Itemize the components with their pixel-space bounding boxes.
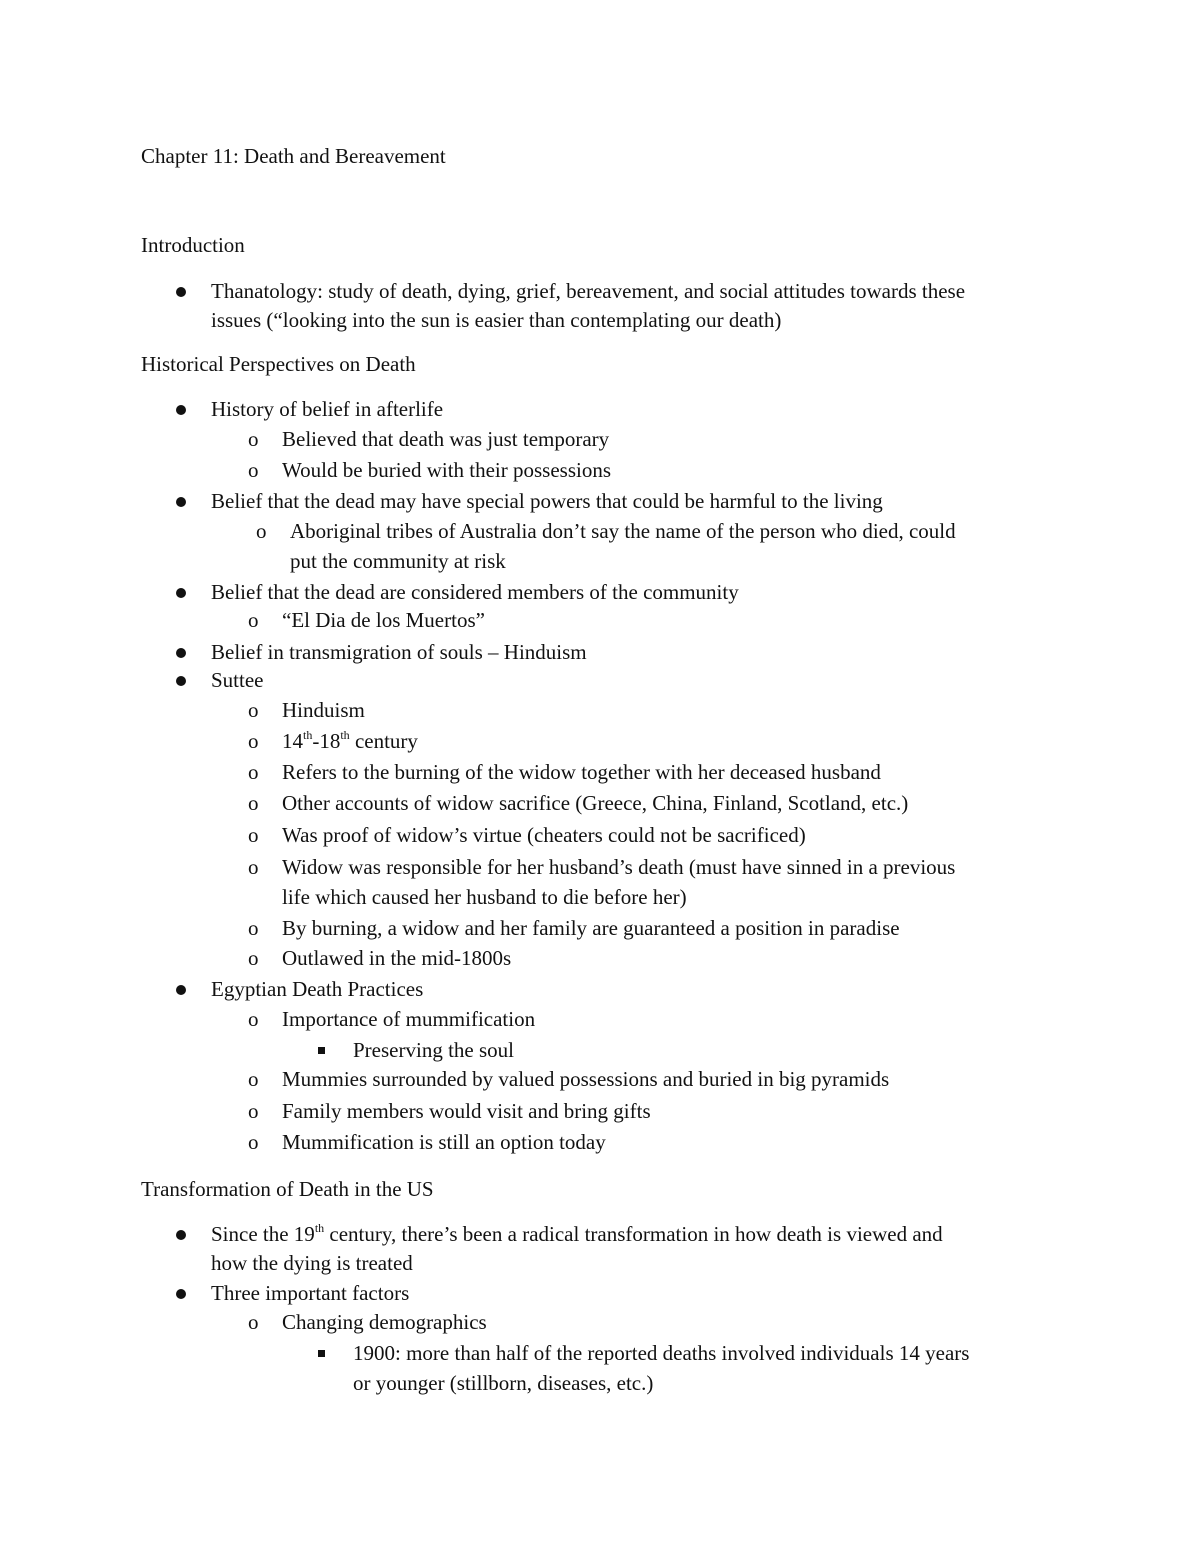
bullet-marker (176, 1278, 186, 1308)
sub-list-item: Family members would visit and bring gifts (282, 1099, 651, 1123)
list-item: Belief that the dead may have special powers that could be harmful to the living (211, 489, 883, 513)
bullet-marker (176, 486, 186, 516)
sub-list-item: Mummies surrounded by valued possessions and buried in big pyramids (282, 1067, 890, 1091)
sub-bullet-marker: o (248, 791, 259, 815)
list-item: Egyptian Death Practices (211, 977, 424, 1001)
bullet-marker (176, 974, 186, 1004)
section-heading-historical: Historical Perspectives on Death (141, 352, 416, 376)
bullet-marker (176, 394, 186, 424)
bullet-marker (176, 276, 186, 306)
sub-bullet-marker: o (248, 946, 259, 970)
sub-list-item-continuation: put the community at risk (290, 549, 506, 573)
list-item: Since the 19th century, there’s been a radical transformation in how death is viewed and (211, 1221, 943, 1246)
sub-list-item: 14th-18th century (282, 728, 418, 753)
sub-list-item: Aboriginal tribes of Australia don’t say the name of the person who died, could (290, 519, 956, 543)
sub-list-item: Changing demographics (282, 1310, 487, 1334)
sub-sub-list-item-continuation: or younger (stillborn, diseases, etc.) (353, 1371, 654, 1395)
list-item-continuation: issues (“looking into the sun is easier than contemplating our death) (211, 308, 782, 332)
sub-bullet-marker: o (248, 823, 259, 847)
sub-list-item: Would be buried with their possessions (282, 458, 612, 482)
sub-list-item: By burning, a widow and her family are guaranteed a position in paradise (282, 916, 900, 940)
bullet-marker (176, 665, 186, 695)
bullet-marker (176, 1219, 186, 1249)
list-item: Belief that the dead are considered members of the community (211, 580, 739, 604)
sub-bullet-marker: o (248, 729, 259, 753)
sub-bullet-marker: o (248, 1130, 259, 1154)
sub-sub-list-item: 1900: more than half of the reported deaths involved individuals 14 years (353, 1341, 970, 1365)
sub-list-item: Outlawed in the mid-1800s (282, 946, 512, 970)
list-item: Three important factors (211, 1281, 410, 1305)
sub-bullet-marker: o (248, 608, 259, 632)
sub-list-item-continuation: life which caused her husband to die before her) (282, 885, 687, 909)
sub-bullet-marker: o (248, 1310, 259, 1334)
document-title: Chapter 11: Death and Bereavement (141, 144, 446, 168)
sub-sub-bullet-marker (318, 1035, 325, 1065)
sub-bullet-marker: o (248, 760, 259, 784)
sub-bullet-marker: o (256, 519, 267, 543)
sub-bullet-marker: o (248, 427, 259, 451)
sub-sub-list-item: Preserving the soul (353, 1038, 514, 1062)
sub-bullet-marker: o (248, 1067, 259, 1091)
sub-list-item: Importance of mummification (282, 1007, 536, 1031)
bullet-marker (176, 577, 186, 607)
bullet-marker (176, 637, 186, 667)
sub-list-item: Widow was responsible for her husband’s death (must have sinned in a previous (282, 855, 956, 879)
sub-bullet-marker: o (248, 855, 259, 879)
section-heading-transformation: Transformation of Death in the US (141, 1177, 434, 1201)
list-item: History of belief in afterlife (211, 397, 444, 421)
sub-bullet-marker: o (248, 916, 259, 940)
section-heading-introduction: Introduction (141, 233, 245, 257)
sub-list-item: Mummification is still an option today (282, 1130, 606, 1154)
sub-bullet-marker: o (248, 1007, 259, 1031)
list-item: Thanatology: study of death, dying, grief, bereavement, and social attitudes towards these (211, 279, 966, 303)
sub-list-item: Other accounts of widow sacrifice (Greece, China, Finland, Scotland, etc.) (282, 791, 909, 815)
sub-list-item: Hinduism (282, 698, 365, 722)
sub-list-item: Believed that death was just temporary (282, 427, 610, 451)
sub-bullet-marker: o (248, 458, 259, 482)
sub-bullet-marker: o (248, 1099, 259, 1123)
sub-sub-bullet-marker (318, 1338, 325, 1368)
list-item: Suttee (211, 668, 264, 692)
sub-bullet-marker: o (248, 698, 259, 722)
list-item-continuation: how the dying is treated (211, 1251, 413, 1275)
list-item: Belief in transmigration of souls – Hinduism (211, 640, 587, 664)
sub-list-item: “El Dia de los Muertos” (282, 608, 485, 632)
sub-list-item: Was proof of widow’s virtue (cheaters could not be sacrificed) (282, 823, 806, 847)
sub-list-item: Refers to the burning of the widow together with her deceased husband (282, 760, 881, 784)
